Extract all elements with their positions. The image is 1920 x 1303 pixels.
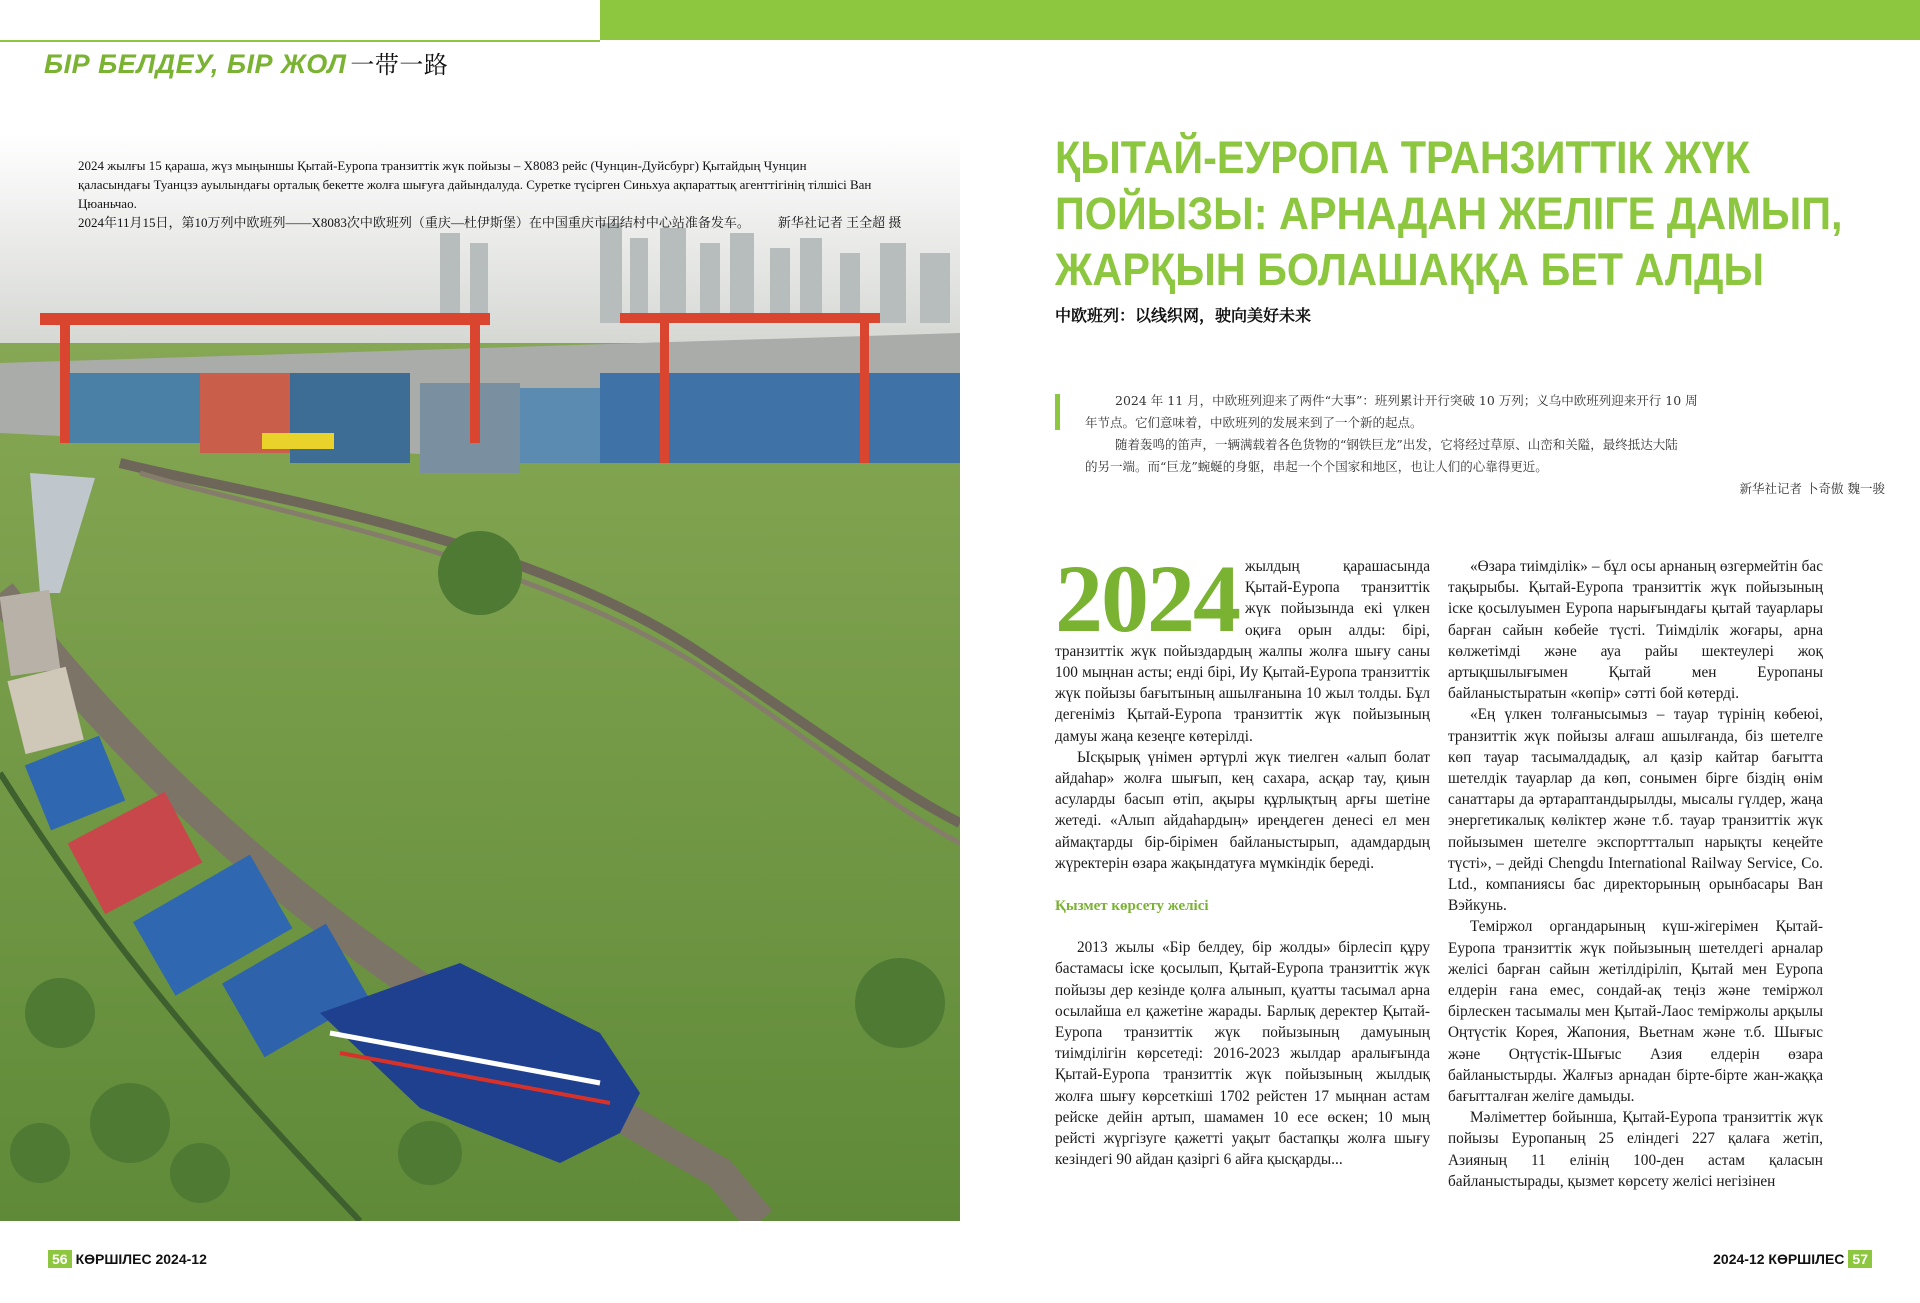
- intro-cn-p1: 2024 年 11 月，中欧班列迎来了两件“大事”：班列累计开行突破 10 万列；义乌中欧班列迎来开行 10 周: [1115, 393, 1698, 408]
- col1-subheading: Қызмет көрсету желісі: [1055, 898, 1209, 915]
- col2-paragraph-2: «Ең үлкен толғанысымыз – тауар түрінің көбеюі, транзиттік жүк пойызы алғаш ашылғанда, біз шетелге көп тауар тасымалдадық, ал қазір кайтар бағытта шетелдік тауарлар да көп, сонымен бірге біздің өнім санаттары да әртараптандырылды, мысалы гүлдер, жаңа энергетикалық көліктер және т.б. тауар транзиттік жүк пойызымен шетелге экспорттталып нарықты кеңейте түсті», – дейді Chengdu International Railway Service, Co. Ltd., компаниясы бас директорының орынбасары Ван Вэйкунь.: [1448, 706, 1823, 915]
- col2-paragraph-3: Теміржол органдарының күш-жігерімен Қытай-Еуропа транзиттік жүк пойызының шетелдегі арналар желісі барған сайын жетілдіріліп, Қытай мен Еуропа елдерін ғана емес, сондай-ақ теңіз және теміржол бірлескен тасымалы мен Қытай-Лаос теміржолы арқылы Оңтүстік Корея, Жапония, Вьетнам және т.б. Шығыс және Оңтүстік-Шығыс Азия елдерін өзара байланыстырды. Жалғыз арнадан біртe-біртe жан-жаққа бағытталған желіге дамыды.: [1448, 918, 1823, 1106]
- col2-paragraph-4: Мәліметтер бойынша, Қытай-Еуропа транзиттік жүк пойызы Еуропаның 25 еліндегі 227 қалаға жетіп, Азияның 11 елінің 100-ден астам қаласын байланыстырады, қызмет көрсету желісі негізінен: [1448, 1109, 1823, 1190]
- intro-cn-p1b: 年节点。它们意味着，中欧班列的发展来到了一个新的起点。: [1085, 415, 1423, 430]
- footer-right-text: 2024-12 КӨРШІЛЕС: [1713, 1251, 1845, 1267]
- page-number-right: 57: [1848, 1250, 1872, 1268]
- photo-caption: [78, 156, 902, 232]
- intro-accent-bar: [1055, 394, 1060, 430]
- caption-cn: 2024年11月15日，第10万列中欧班列——X8083次中欧班列（重庆—杜伊斯堡）在中国重庆市团结村中心站准备发车。: [78, 215, 750, 230]
- headline-line-3: ЖАРҚЫН БОЛАШАҚҚА БЕТ АЛДЫ: [1055, 244, 1765, 295]
- caption-kz: 2024 жылғы 15 қараша, жүз мыңыншы Қытай-Еуропа транзиттік жүк пойызы – X8083 рейс (Чунцин-Дуйсбург) Қытайдың Чунцин қаласындағы Туанцзэ ауылындағы орталық бекетте жолға шығуға дайындалуда. Суретке түсірген Синьхуа ақпараттық агенттігінің тілшісі Ван Цюаньчао.: [78, 158, 872, 211]
- article-column-2: [1448, 556, 1823, 1192]
- article-subtitle-cn: 中欧班列：以线织网，驶向美好未来: [1055, 306, 1312, 325]
- col1-paragraph-3: 2013 жылы «Бір белдеу, бір жолды» бірлесіп құру бастамасы іске қосылып, Қытай-Еуропа транзиттік жүк пойызы дер кезінде қолға алынып, қуатты тасымал арна осылайша ел қажетіне жарады. Барлық деректер Қытай-Еуропа транзиттік жүк пойызының дамуының тиімділігін көрсетеді: 2016-2023 жылдар аралығында Қытай-Еуропа транзиттік жүк пойызының жылдық жолға шығу көрсеткіші 1702 рейстен 17 мыңнан астам рейске дейін артып, шамамен 10 есе өскен; 10 мың рейсті жүргізуге қажетті уақыт бастапқы жолға шығу кезіндегі 90 айдан қазіргі 6 айға қысқарды...: [1055, 939, 1430, 1169]
- top-color-bar: [600, 0, 1920, 40]
- section-title-cn: 一带一路: [350, 52, 449, 79]
- article-headline: [1055, 130, 1843, 298]
- dropcap-year: 2024: [1055, 545, 1239, 652]
- col2-paragraph-1: «Өзара тиімділік» – бұл осы арнаның өзгермейтін бас тақырыбы. Қытай-Еуропа транзиттік жүк пойызының іске қосылуымен Еуропа нарығындағы қытай тауарлары барған сайын көбейе түсті. Тиімділік жоғары, арна көлжетімді және ауа райы шектеулері жоқ артықшылығымен Қытай мен Еуропаны байланыстыратын «көпір» сәтті бой көтерді.: [1448, 558, 1823, 703]
- intro-cn-block: [1055, 390, 1885, 500]
- col1-paragraph-1: [1055, 545, 1430, 747]
- col1-p1-text: жылдың қарашасында Қытай-Еуропа транзиттік жүк пойызында екі үлкен оқиға орын алды: бірі, транзиттік жүк пойыздардың жалпы жолға шығу саны 100 мыңнан асты; енді бірі, Иу Қытай-Еуропа транзиттік жүк пойызы бағытының ашылғанына 10 жыл толды. Бұл дегеніміз Қытай-Еуропа транзиттік жүк пойызының дамуы жаңа кезеңге көтерілді.: [1055, 558, 1430, 745]
- top-rule: [0, 40, 600, 42]
- headline-line-2: ПОЙЫЗЫ: АРНАДАН ЖЕЛІГЕ ДАМЫП,: [1055, 188, 1843, 239]
- train-photo: [0, 133, 960, 1221]
- caption-cn-credit: 新华社记者 王全超 摄: [777, 215, 902, 230]
- intro-cn-p2: 随着轰鸣的笛声，一辆满载着各色货物的“钢铁巨龙”出发，它将经过草原、山峦和关隘，最终抵达大陆: [1115, 437, 1678, 452]
- col1-paragraph-2: Ысқырық үнімен әртүрлі жүк тиелген «алып болат айдаһар» жолға шығып, кең сахара, асқар тау, қиын асуларды басып өтіп, ақыры құрлықтың арғы шетіне жетеді. «Алып айдаһардың» иреңдеген денесі ел мен аймақтарды бір-бірімен байланыстырып, адамдардың жүректерін өзара жақындатуға мүмкіндік береді.: [1055, 748, 1430, 872]
- headline-line-1: ҚЫТАЙ-ЕУРОПА ТРАНЗИТТІК ЖҮК: [1055, 132, 1751, 183]
- footer-left-text: КӨРШІЛЕС 2024-12: [75, 1251, 207, 1267]
- page-number-left: 56: [48, 1250, 72, 1268]
- section-title-kz: БІР БЕЛДЕУ, БІР ЖОЛ: [44, 49, 347, 79]
- intro-credit: 新华社记者 卜奇傲 魏一骏: [1739, 481, 1885, 496]
- footer-left: [44, 1250, 207, 1268]
- article-column-1: [1055, 545, 1430, 1170]
- intro-cn-p2b: 的另一端。而“巨龙”蜿蜒的身躯，串起一个个国家和地区，也让人们的心靠得更近。: [1085, 459, 1548, 474]
- caption-cn-line: [78, 213, 902, 232]
- section-title: [44, 45, 448, 80]
- footer-right: [1713, 1250, 1876, 1268]
